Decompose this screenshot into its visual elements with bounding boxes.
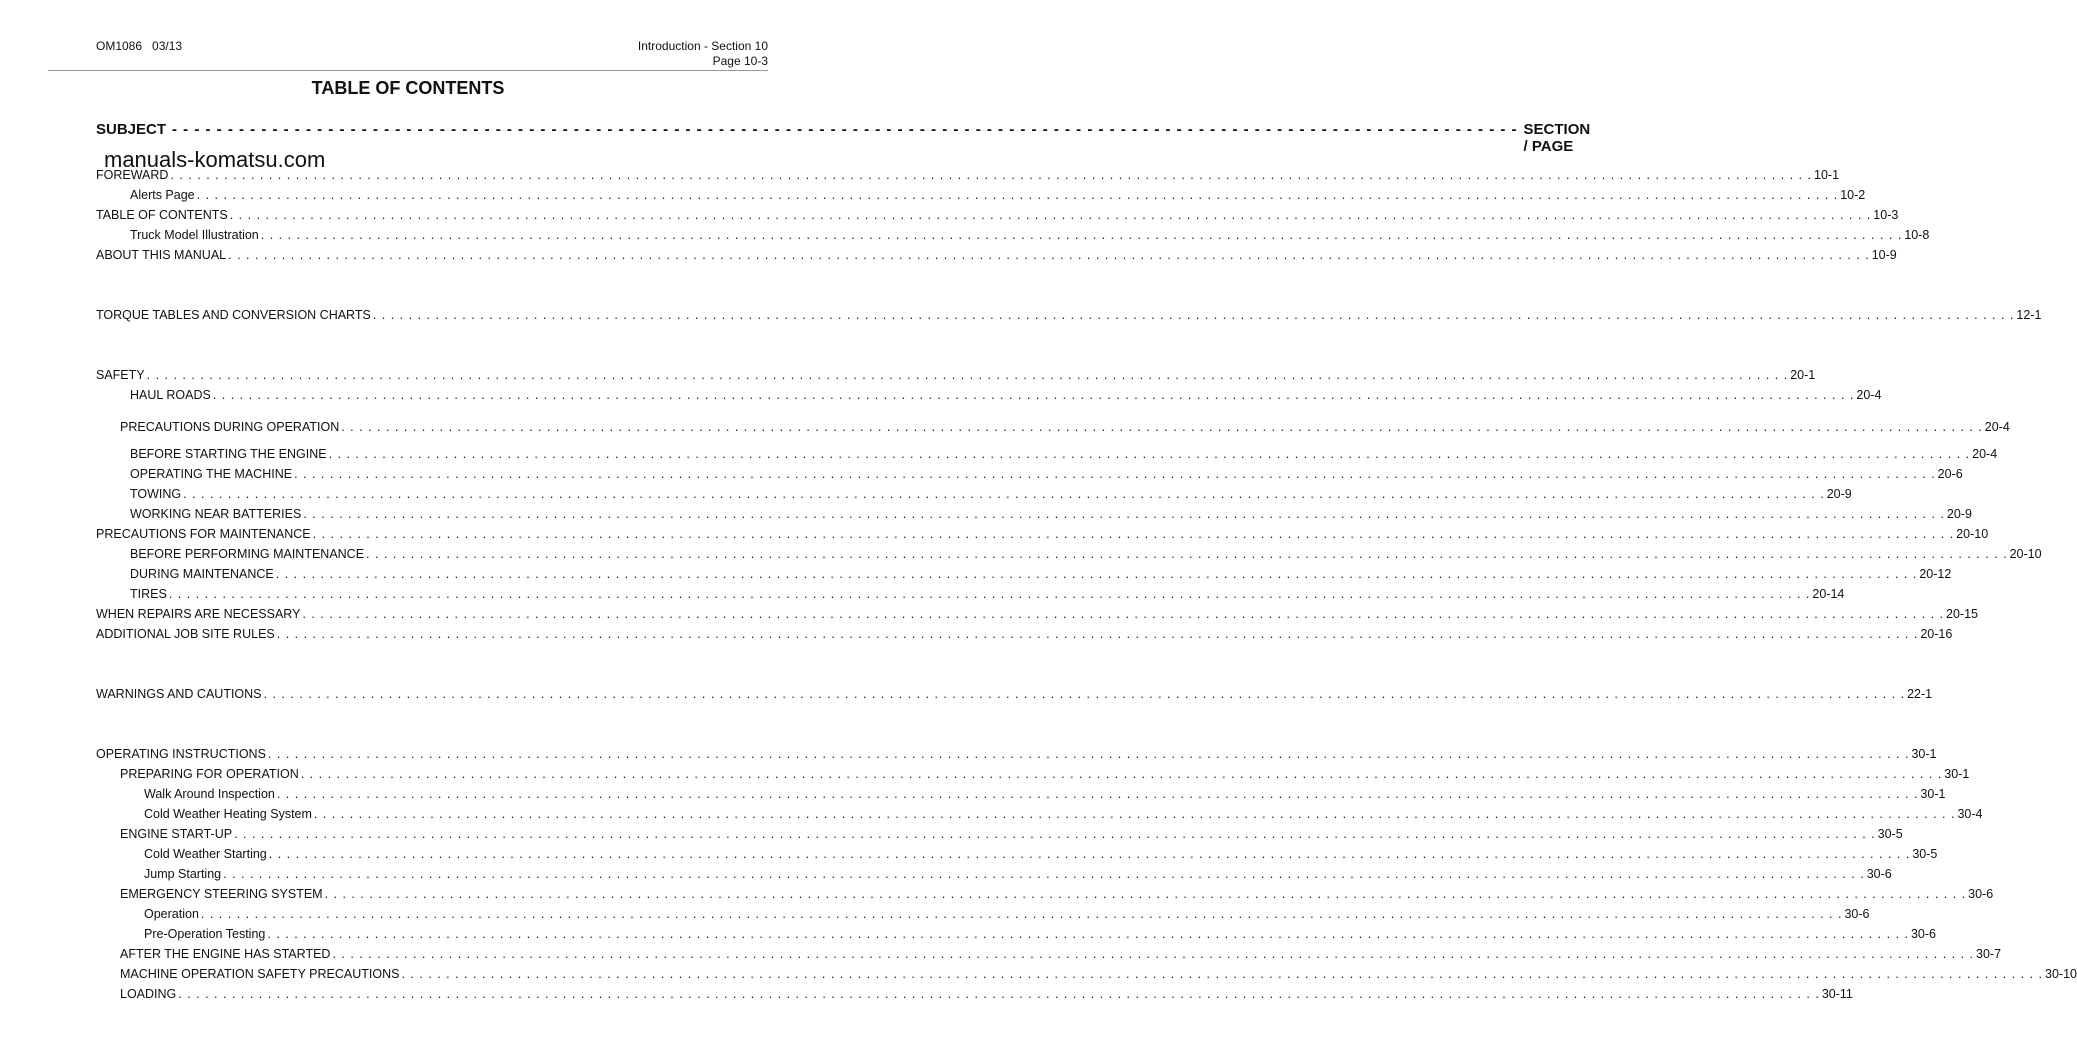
toc-entry[interactable] — [96, 867, 1892, 883]
toc-entry-label: LOADING — [120, 987, 177, 1001]
toc-entry-page: 20-12 — [1919, 567, 1952, 581]
toc-entry-page: 20-1 — [1790, 368, 1816, 382]
toc-entry-label: FOREWARD — [96, 168, 169, 182]
toc-entry[interactable] — [96, 228, 1930, 244]
dot-leader: . . . . . . . . . . . . . . . . . . . . . . . . . . . . . . . . . . . . . . . . . . . . . . . . . . . . . . . . . . . . . . . . . . . . . . . . . . . . . . . . . . . . . . . . . . . . . . . . . . . . . . . . . . . . . . . . . . . . . . . . . . . . . . . . . . . . . . . . . . . . . . . . . . . . . . . . . . . . . . . . . . . . . . . . . . . . . . . . . . . . . . . . — [228, 248, 1870, 262]
dot-leader: . . . . . . . . . . . . . . . . . . . . . . . . . . . . . . . . . . . . . . . . . . . . . . . . . . . . . . . . . . . . . . . . . . . . . . . . . . . . . . . . . . . . . . . . . . . . . . . . . . . . . . . . . . . . . . . . . . . . . . . . . . . . . . . . . . . . . . . . . . . . . . . . . . . . . . . . . . . . . . . . . . . . . . . . . . . . . . . . . . . . . . . . — [146, 368, 1789, 382]
toc-entry-page: 20-6 — [1937, 467, 1963, 481]
document-id: OM1086 03/13 — [96, 39, 183, 53]
toc-entry-page: 30-6 — [1968, 887, 1994, 901]
toc-entry-label: Jump Starting — [144, 867, 222, 881]
toc-entry-label: BEFORE PERFORMING MAINTENANCE — [130, 547, 365, 561]
toc-entry[interactable] — [96, 607, 1978, 623]
dot-leader: . . . . . . . . . . . . . . . . . . . . . . . . . . . . . . . . . . . . . . . . . . . . . . . . . . . . . . . . . . . . . . . . . . . . . . . . . . . . . . . . . . . . . . . . . . . . . . . . . . . . . . . . . . . . . . . . . . . . . . . . . . . . . . . . . . . . . . . . . . . . . . . . . . . . . . . . . . . . . . . . . . . . . . . . . . . . . . . . . . . . . . . . — [234, 827, 1876, 841]
toc-entry-label: SAFETY — [96, 368, 145, 382]
toc-entry-label: BEFORE STARTING THE ENGINE — [130, 447, 327, 461]
toc-entry-page: 20-9 — [1946, 507, 1972, 521]
toc-entry[interactable] — [96, 248, 1897, 264]
toc-entry-page: 30-6 — [1910, 927, 1936, 941]
toc-entry[interactable] — [96, 507, 1972, 523]
toc-entry[interactable] — [96, 947, 2002, 963]
toc-entry[interactable] — [96, 567, 1952, 583]
dot-leader: . . . . . . . . . . . . . . . . . . . . . . . . . . . . . . . . . . . . . . . . . . . . . . . . . . . . . . . . . . . . . . . . . . . . . . . . . . . . . . . . . . . . . . . . . . . . . . . . . . . . . . . . . . . . . . . . . . . . . . . . . . . . . . . . . . . . . . . . . . . . . . . . . . . . . . . . . . . . . . . . . . . . . . . . . . . . . . . . . . . . . . . . — [300, 767, 1943, 781]
toc-entry[interactable] — [96, 587, 1845, 603]
toc-entry-label: Walk Around Inspection — [144, 787, 275, 801]
toc-entry-label: Alerts Page — [130, 188, 195, 202]
dot-leader: . . . . . . . . . . . . . . . . . . . . . . . . . . . . . . . . . . . . . . . . . . . . . . . . . . . . . . . . . . . . . . . . . . . . . . . . . . . . . . . . . . . . . . . . . . . . . . . . . . . . . . . . . . . . . . . . . . . . . . . . . . . . . . . . . . . . . . . . . . . . . . . . . . . . . . . . . . . . . . . . . . . . . . . . . . . . . . . . . . . . . . . . — [276, 787, 1919, 801]
dot-leader: . . . . . . . . . . . . . . . . . . . . . . . . . . . . . . . . . . . . . . . . . . . . . . . . . . . . . . . . . . . . . . . . . . . . . . . . . . . . . . . . . . . . . . . . . . . . . . . . . . . . . . . . . . . . . . . . . . . . . . . . . . . . . . . . . . . . . . . . . . . . . . . . . . . . . . . . . . . . . . . . . . . . . . . . . . . . . . . . . . . . . . . . — [275, 567, 1918, 581]
toc-entry-label: Pre-Operation Testing — [144, 927, 266, 941]
toc-entry[interactable] — [96, 527, 1989, 543]
toc-entry[interactable] — [96, 887, 1994, 903]
dot-leader: . . . . . . . . . . . . . . . . . . . . . . . . . . . . . . . . . . . . . . . . . . . . . . . . . . . . . . . . . . . . . . . . . . . . . . . . . . . . . . . . . . . . . . . . . . . . . . . . . . . . . . . . . . . . . . . . . . . . . . . . . . . . . . . . . . . . . . . . . . . . . . . . . . . . . . . . . . . . . . . . . . . . . . . . . . . . . . . . . . . . . . . . — [267, 747, 1910, 761]
toc-entry-label: ABOUT THIS MANUAL — [96, 248, 227, 262]
dot-leader: . . . . . . . . . . . . . . . . . . . . . . . . . . . . . . . . . . . . . . . . . . . . . . . . . . . . . . . . . . . . . . . . . . . . . . . . . . . . . . . . . . . . . . . . . . . . . . . . . . . . . . . . . . . . . . . . . . . . . . . . . . . . . . . . . . . . . . . . . . . . . . . . . . . . . . . . . . . . . . . . . . . . . . . . . . . . . . . . . . . . . . . . — [196, 188, 1839, 202]
toc-entry-label: WHEN REPAIRS ARE NECESSARY — [96, 607, 301, 621]
toc-entry[interactable] — [96, 747, 1937, 763]
toc-entry-page: 20-15 — [1946, 607, 1978, 621]
dot-leader: . . . . . . . . . . . . . . . . . . . . . . . . . . . . . . . . . . . . . . . . . . . . . . . . . . . . . . . . . . . . . . . . . . . . . . . . . . . . . . . . . . . . . . . . . . . . . . . . . . . . . . . . . . . . . . . . . . . . . . . . . . . . . . . . . . . . . . . . . . . . . . . . . . . . . . . . . . . . . . . . . . . . . . . . . . . . . . . . . . . . . . . . — [268, 847, 1911, 861]
toc-entry-page: 30-6 — [1866, 867, 1892, 881]
toc-entry[interactable] — [96, 188, 1866, 204]
subject-dash-leader: - - - - - - - - - - - - - - - - - - - - - - - - - - - - - - - - - - - - - - - - - - - - - - - - - - - - - - - - - - - - - - - - - - - - - - - - - - - - - - - - - - - - - - - - - - - - - - - - - - - - - - - - - - - - - - - - - - - - - - - - - — [172, 121, 1518, 138]
toc-entry-page: 30-1 — [1911, 747, 1937, 761]
toc-entry-page: 30-11 — [1821, 987, 1853, 1001]
toc-entry[interactable] — [96, 847, 1938, 863]
toc-entry[interactable] — [96, 487, 1852, 503]
toc-entry-page: 20-4 — [1984, 420, 2010, 434]
toc-entry-page: 20-10 — [1956, 527, 1989, 541]
toc-entry[interactable] — [96, 447, 1998, 463]
toc-entry-page: 20-9 — [1826, 487, 1852, 501]
toc-entry[interactable] — [96, 627, 1953, 643]
dot-leader: . . . . . . . . . . . . . . . . . . . . . . . . . . . . . . . . . . . . . . . . . . . . . . . . . . . . . . . . . . . . . . . . . . . . . . . . . . . . . . . . . . . . . . . . . . . . . . . . . . . . . . . . . . . . . . . . . . . . . . . . . . . . . . . . . . . . . . . . . . . . . . . . . . . . . . . . . . . . . . . . . . . . . . . . . . . . . . . . . . . . . . . . — [170, 168, 1813, 182]
toc-entry-label: PRECAUTIONS DURING OPERATION — [120, 420, 340, 434]
toc-entry-label: OPERATING THE MACHINE — [130, 467, 293, 481]
toc-entry[interactable] — [96, 907, 1870, 923]
section-page-label: SECTION / PAGE — [1523, 121, 1591, 155]
toc-entry-page: 10-8 — [1904, 228, 1930, 242]
toc-entry[interactable] — [96, 827, 1903, 843]
page-title: TABLE OF CONTENTS — [311, 78, 505, 98]
toc-entry[interactable] — [96, 467, 1963, 483]
toc-entry-label: ADDITIONAL JOB SITE RULES — [96, 627, 275, 641]
dot-leader: . . . . . . . . . . . . . . . . . . . . . . . . . . . . . . . . . . . . . . . . . . . . . . . . . . . . . . . . . . . . . . . . . . . . . . . . . . . . . . . . . . . . . . . . . . . . . . . . . . . . . . . . . . . . . . . . . . . . . . . . . . . . . . . . . . . . . . . . . . . . . . . . . . . . . . . . . . . . . . . . . . . . . . . . . . . . . . . . . . . . . . . . — [267, 927, 1909, 941]
toc-entry[interactable] — [96, 807, 1983, 823]
dot-leader: . . . . . . . . . . . . . . . . . . . . . . . . . . . . . . . . . . . . . . . . . . . . . . . . . . . . . . . . . . . . . . . . . . . . . . . . . . . . . . . . . . . . . . . . . . . . . . . . . . . . . . . . . . . . . . . . . . . . . . . . . . . . . . . . . . . . . . . . . . . . . . . . . . . . . . . . . . . . . . . . . . . . . . . . . . . . . . . . . . . . . . . . — [183, 487, 1825, 501]
toc-entry-label: Cold Weather Starting — [144, 847, 267, 861]
toc-entry-page: 10-9 — [1871, 248, 1897, 262]
dot-leader: . . . . . . . . . . . . . . . . . . . . . . . . . . . . . . . . . . . . . . . . . . . . . . . . . . . . . . . . . . . . . . . . . . . . . . . . . . . . . . . . . . . . . . . . . . . . . . . . . . . . . . . . . . . . . . . . . . . . . . . . . . . . . . . . . . . . . . . . . . . . . . . . . . . . . . . . . . . . . . . . . . . . . . . . . . . . . . . . . . . . . . . . — [223, 867, 1865, 881]
toc-entry-page: 30-1 — [1944, 767, 1970, 781]
toc-entry-label: TIRES — [130, 587, 167, 601]
toc-entry-page: 20-4 — [1856, 388, 1882, 402]
page-header — [638, 39, 768, 69]
toc-entry-page: 20-16 — [1920, 627, 1953, 641]
toc-entry[interactable] — [96, 420, 2010, 436]
toc-entry[interactable] — [96, 967, 2077, 983]
toc-entry-label: PREPARING FOR OPERATION — [120, 767, 299, 781]
dot-leader: . . . . . . . . . . . . . . . . . . . . . . . . . . . . . . . . . . . . . . . . . . . . . . . . . . . . . . . . . . . . . . . . . . . . . . . . . . . . . . . . . . . . . . . . . . . . . . . . . . . . . . . . . . . . . . . . . . . . . . . . . . . . . . . . . . . . . . . . . . . . . . . . . . . . . . . . . . . . . . . . . . . . . . . . . . . . . . . . . . . . . . . . — [372, 308, 2015, 322]
toc-entry[interactable] — [96, 687, 1933, 703]
toc-entry-label: TABLE OF CONTENTS — [96, 208, 228, 222]
dot-leader: . . . . . . . . . . . . . . . . . . . . . . . . . . . . . . . . . . . . . . . . . . . . . . . . . . . . . . . . . . . . . . . . . . . . . . . . . . . . . . . . . . . . . . . . . . . . . . . . . . . . . . . . . . . . . . . . . . . . . . . . . . . . . . . . . . . . . . . . . . . . . . . . . . . . . . . . . . . . . . . . . . . . . . . . . . . . . . . . . . . . . . . . — [276, 627, 1919, 641]
toc-entry-label: Truck Model Illustration — [130, 228, 259, 242]
toc-entry-label: HAUL ROADS — [130, 388, 211, 402]
toc-entry-page: 20-14 — [1812, 587, 1845, 601]
toc-entry-label: ENGINE START-UP — [120, 827, 233, 841]
dot-leader: . . . . . . . . . . . . . . . . . . . . . . . . . . . . . . . . . . . . . . . . . . . . . . . . . . . . . . . . . . . . . . . . . . . . . . . . . . . . . . . . . . . . . . . . . . . . . . . . . . . . . . . . . . . . . . . . . . . . . . . . . . . . . . . . . . . . . . . . . . . . . . . . . . . . . . . . . . . . . . . . . . . . . . . . . . . . . . . . . . . . . . . . — [168, 587, 1811, 601]
toc-entry[interactable] — [96, 168, 1840, 184]
toc-entry-page: 12-1 — [2016, 308, 2042, 322]
toc-entry-label: WARNINGS AND CAUTIONS — [96, 687, 262, 701]
toc-entry-page: 10-2 — [1840, 188, 1866, 202]
dot-leader: . . . . . . . . . . . . . . . . . . . . . . . . . . . . . . . . . . . . . . . . . . . . . . . . . . . . . . . . . . . . . . . . . . . . . . . . . . . . . . . . . . . . . . . . . . . . . . . . . . . . . . . . . . . . . . . . . . . . . . . . . . . . . . . . . . . . . . . . . . . . . . . . . . . . . . . . . . . . . . . . . . . . . . . . . . . . . . . . . . . . . . . . — [332, 947, 1975, 961]
toc-entry-label: MACHINE OPERATION SAFETY PRECAUTIONS — [120, 967, 400, 981]
toc-entry-label: OPERATING INSTRUCTIONS — [96, 747, 266, 761]
toc-entry-label: DURING MAINTENANCE — [130, 567, 274, 581]
dot-leader: . . . . . . . . . . . . . . . . . . . . . . . . . . . . . . . . . . . . . . . . . . . . . . . . . . . . . . . . . . . . . . . . . . . . . . . . . . . . . . . . . . . . . . . . . . . . . . . . . . . . . . . . . . . . . . . . . . . . . . . . . . . . . . . . . . . . . . . . . . . . . . . . . . . . . . . . . . . . . . . . . . . . . . . . . . . . . . . . . . . . . . . . — [312, 527, 1955, 541]
toc-entry[interactable] — [96, 987, 1853, 1003]
dot-leader: . . . . . . . . . . . . . . . . . . . . . . . . . . . . . . . . . . . . . . . . . . . . . . . . . . . . . . . . . . . . . . . . . . . . . . . . . . . . . . . . . . . . . . . . . . . . . . . . . . . . . . . . . . . . . . . . . . . . . . . . . . . . . . . . . . . . . . . . . . . . . . . . . . . . . . . . . . . . . . . . . . . . . . . . . . . . . . . . . . . . . . . . — [366, 547, 2008, 561]
toc-entry-label: WORKING NEAR BATTERIES — [130, 507, 302, 521]
toc-entry[interactable] — [96, 208, 1899, 224]
dot-leader: . . . . . . . . . . . . . . . . . . . . . . . . . . . . . . . . . . . . . . . . . . . . . . . . . . . . . . . . . . . . . . . . . . . . . . . . . . . . . . . . . . . . . . . . . . . . . . . . . . . . . . . . . . . . . . . . . . . . . . . . . . . . . . . . . . . . . . . . . . . . . . . . . . . . . . . . . . . . . . . . . . . . . . . . . . . . . . . . . . . . . . . . — [324, 887, 1967, 901]
toc-entry-label: Operation — [144, 907, 199, 921]
dot-leader: . . . . . . . . . . . . . . . . . . . . . . . . . . . . . . . . . . . . . . . . . . . . . . . . . . . . . . . . . . . . . . . . . . . . . . . . . . . . . . . . . . . . . . . . . . . . . . . . . . . . . . . . . . . . . . . . . . . . . . . . . . . . . . . . . . . . . . . . . . . . . . . . . . . . . . . . . . . . . . . . . . . . . . . . . . . . . . . . . . . . . . . . — [178, 987, 1820, 1001]
toc-entry-page: 20-4 — [1972, 447, 1998, 461]
toc-entry-page: 30-4 — [1957, 807, 1983, 821]
toc-entry-page: 10-1 — [1814, 168, 1840, 182]
toc-entry-label: TOWING — [130, 487, 182, 501]
page-number: Page 10-3 — [712, 54, 768, 68]
dot-leader: . . . . . . . . . . . . . . . . . . . . . . . . . . . . . . . . . . . . . . . . . . . . . . . . . . . . . . . . . . . . . . . . . . . . . . . . . . . . . . . . . . . . . . . . . . . . . . . . . . . . . . . . . . . . . . . . . . . . . . . . . . . . . . . . . . . . . . . . . . . . . . . . . . . . . . . . . . . . . . . . . . . . . . . . . . . . . . . . . . . . . . . . — [302, 607, 1945, 621]
toc-entry[interactable] — [96, 767, 1970, 783]
toc-entry[interactable] — [96, 388, 1882, 404]
toc-entry-page: 30-5 — [1912, 847, 1938, 861]
toc-entry-page: 10-3 — [1873, 208, 1899, 222]
dot-leader: . . . . . . . . . . . . . . . . . . . . . . . . . . . . . . . . . . . . . . . . . . . . . . . . . . . . . . . . . . . . . . . . . . . . . . . . . . . . . . . . . . . . . . . . . . . . . . . . . . . . . . . . . . . . . . . . . . . . . . . . . . . . . . . . . . . . . . . . . . . . . . . . . . . . . . . . . . . . . . . . . . . . . . . . . . . . . . . . . . . . . . . . — [401, 967, 2043, 981]
toc-entry[interactable] — [96, 368, 1816, 384]
toc-entry-label: EMERGENCY STEERING SYSTEM — [120, 887, 323, 901]
toc-entry-label: PRECAUTIONS FOR MAINTENANCE — [96, 527, 311, 541]
dot-leader: . . . . . . . . . . . . . . . . . . . . . . . . . . . . . . . . . . . . . . . . . . . . . . . . . . . . . . . . . . . . . . . . . . . . . . . . . . . . . . . . . . . . . . . . . . . . . . . . . . . . . . . . . . . . . . . . . . . . . . . . . . . . . . . . . . . . . . . . . . . . . . . . . . . . . . . . . . . . . . . . . . . . . . . . . . . . . . . . . . . . . . . . — [313, 807, 1956, 821]
toc-entry-page: 30-10 — [2045, 967, 2077, 981]
toc-entry-label: TORQUE TABLES AND CONVERSION CHARTS — [96, 308, 371, 322]
toc-entry-page: 30-6 — [1844, 907, 1870, 921]
dot-leader: . . . . . . . . . . . . . . . . . . . . . . . . . . . . . . . . . . . . . . . . . . . . . . . . . . . . . . . . . . . . . . . . . . . . . . . . . . . . . . . . . . . . . . . . . . . . . . . . . . . . . . . . . . . . . . . . . . . . . . . . . . . . . . . . . . . . . . . . . . . . . . . . . . . . . . . . . . . . . . . . . . . . . . . . . . . . . . . . . . . . . . . . — [229, 208, 1872, 222]
toc-entry-label: Cold Weather Heating System — [144, 807, 312, 821]
dot-leader: . . . . . . . . . . . . . . . . . . . . . . . . . . . . . . . . . . . . . . . . . . . . . . . . . . . . . . . . . . . . . . . . . . . . . . . . . . . . . . . . . . . . . . . . . . . . . . . . . . . . . . . . . . . . . . . . . . . . . . . . . . . . . . . . . . . . . . . . . . . . . . . . . . . . . . . . . . . . . . . . . . . . . . . . . . . . . . . . . . . . . . . . — [341, 420, 1983, 434]
dot-leader: . . . . . . . . . . . . . . . . . . . . . . . . . . . . . . . . . . . . . . . . . . . . . . . . . . . . . . . . . . . . . . . . . . . . . . . . . . . . . . . . . . . . . . . . . . . . . . . . . . . . . . . . . . . . . . . . . . . . . . . . . . . . . . . . . . . . . . . . . . . . . . . . . . . . . . . . . . . . . . . . . . . . . . . . . . . . . . . . . . . . . . . . — [263, 687, 1906, 701]
dot-leader: . . . . . . . . . . . . . . . . . . . . . . . . . . . . . . . . . . . . . . . . . . . . . . . . . . . . . . . . . . . . . . . . . . . . . . . . . . . . . . . . . . . . . . . . . . . . . . . . . . . . . . . . . . . . . . . . . . . . . . . . . . . . . . . . . . . . . . . . . . . . . . . . . . . . . . . . . . . . . . . . . . . . . . . . . . . . . . . . . . . . . . . . — [212, 388, 1855, 402]
dot-leader: . . . . . . . . . . . . . . . . . . . . . . . . . . . . . . . . . . . . . . . . . . . . . . . . . . . . . . . . . . . . . . . . . . . . . . . . . . . . . . . . . . . . . . . . . . . . . . . . . . . . . . . . . . . . . . . . . . . . . . . . . . . . . . . . . . . . . . . . . . . . . . . . . . . . . . . . . . . . . . . . . . . . . . . . . . . . . . . . . . . . . . . . — [260, 228, 1903, 242]
dot-leader: . . . . . . . . . . . . . . . . . . . . . . . . . . . . . . . . . . . . . . . . . . . . . . . . . . . . . . . . . . . . . . . . . . . . . . . . . . . . . . . . . . . . . . . . . . . . . . . . . . . . . . . . . . . . . . . . . . . . . . . . . . . . . . . . . . . . . . . . . . . . . . . . . . . . . . . . . . . . . . . . . . . . . . . . . . . . . . . . . . . . . . . . — [200, 907, 1843, 921]
section-label: Introduction - Section 10 — [637, 39, 768, 53]
dot-leader: . . . . . . . . . . . . . . . . . . . . . . . . . . . . . . . . . . . . . . . . . . . . . . . . . . . . . . . . . . . . . . . . . . . . . . . . . . . . . . . . . . . . . . . . . . . . . . . . . . . . . . . . . . . . . . . . . . . . . . . . . . . . . . . . . . . . . . . . . . . . . . . . . . . . . . . . . . . . . . . . . . . . . . . . . . . . . . . . . . . . . . . . — [303, 507, 1945, 521]
toc-entry[interactable] — [96, 547, 2042, 563]
dot-leader: . . . . . . . . . . . . . . . . . . . . . . . . . . . . . . . . . . . . . . . . . . . . . . . . . . . . . . . . . . . . . . . . . . . . . . . . . . . . . . . . . . . . . . . . . . . . . . . . . . . . . . . . . . . . . . . . . . . . . . . . . . . . . . . . . . . . . . . . . . . . . . . . . . . . . . . . . . . . . . . . . . . . . . . . . . . . . . . . . . . . . . . . — [294, 467, 1936, 481]
header-rule — [48, 70, 768, 71]
toc-entry-page: 30-5 — [1877, 827, 1903, 841]
toc-entry-page: 30-1 — [1920, 787, 1946, 801]
watermark-text: manuals-komatsu.com — [104, 147, 326, 172]
toc-entry-label: AFTER THE ENGINE HAS STARTED — [120, 947, 331, 961]
dot-leader: . . . . . . . . . . . . . . . . . . . . . . . . . . . . . . . . . . . . . . . . . . . . . . . . . . . . . . . . . . . . . . . . . . . . . . . . . . . . . . . . . . . . . . . . . . . . . . . . . . . . . . . . . . . . . . . . . . . . . . . . . . . . . . . . . . . . . . . . . . . . . . . . . . . . . . . . . . . . . . . . . . . . . . . . . . . . . . . . . . . . . . . . — [328, 447, 1971, 461]
toc-entry[interactable] — [96, 787, 1946, 803]
toc-entry-page: 30-7 — [1976, 947, 2002, 961]
toc-entry[interactable] — [96, 927, 1936, 943]
subject-label: SUBJECT — [96, 121, 167, 138]
toc-entry[interactable] — [96, 308, 2042, 324]
toc-entry-page: 20-10 — [2009, 547, 2042, 561]
toc-entry-page: 22-1 — [1907, 687, 1933, 701]
